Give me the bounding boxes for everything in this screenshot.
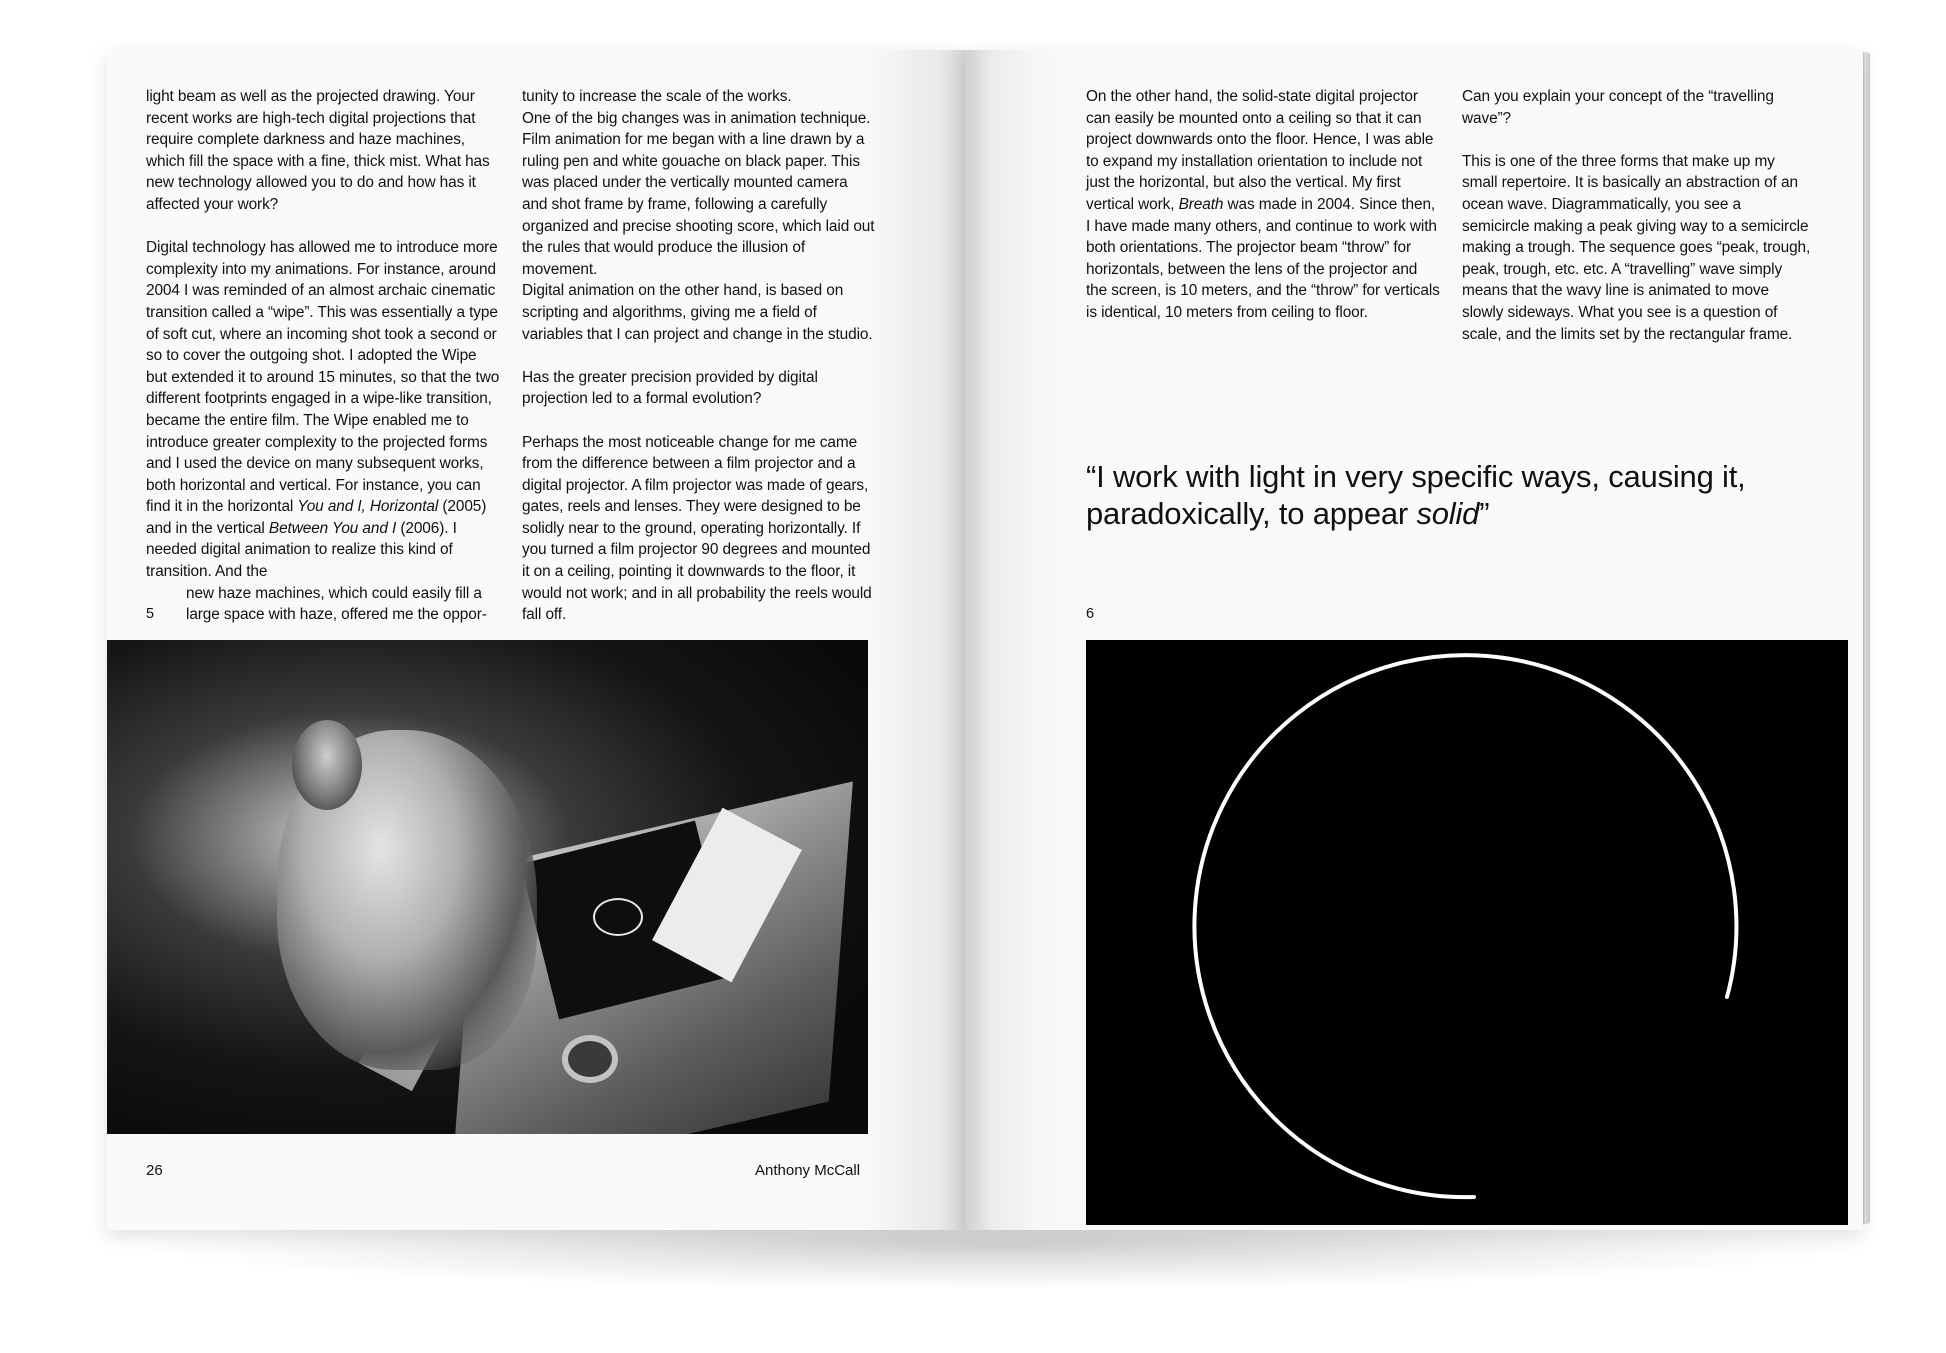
- left-column-1: [146, 86, 501, 626]
- work-title: Breath: [1178, 195, 1224, 213]
- footnote-number: 6: [1086, 606, 1095, 622]
- footnote-number: 5: [146, 606, 155, 622]
- answer-line: tunity to increase the scale of the works.: [522, 88, 792, 105]
- right-column-2: [1462, 86, 1812, 345]
- right-column-1: [1086, 86, 1441, 324]
- artist-head: [292, 720, 362, 810]
- running-footer-author: Anthony McCall: [755, 1162, 861, 1179]
- open-circle-arc: [1194, 655, 1736, 1197]
- work-title: You and I, Horizontal: [297, 498, 439, 516]
- answer-line: large space with haze, offered me the oppor-: [186, 606, 487, 624]
- tape-roll: [562, 1035, 618, 1083]
- answer-text: Digital technology has allowed me to introduce more complexity into my animations. For instance, around 2004 I was reminded of an almost archaic cinematic transition called a “wipe”. This was essentially a type of soft cut, where an incoming shot took a second or so to cover the outgoing shot. I adopted the Wipe but extended it to around 15 minutes, so that the two different footprints engaged in a wipe-like transition, became the entire film. The Wipe enabled me to introduce greater complexity to the projected forms and I used the device on many subsequent works, both horizontal and vertical. For instance, you can find it in the horizontal: [146, 239, 500, 516]
- answer-paragraph: One of the big changes was in animation technique. Film animation for me began with a line drawn by a ruling pen and white gouache on black paper. This was placed under the vertically mounted camera and shot frame by frame, following a carefully organized and precise shooting score, which laid out the rules that would produce the illusion of movement.: [522, 109, 875, 278]
- answer-line: new haze machines, which could easily fill a: [186, 584, 482, 602]
- interview-question: Can you explain your concept of the “travelling wave”?: [1462, 88, 1774, 127]
- quote-emphasis: solid: [1416, 496, 1480, 531]
- interview-question: Has the greater precision provided by digital projection led to a formal evolution?: [522, 368, 818, 408]
- quote-close: ”: [1479, 496, 1490, 531]
- answer-text: On the other hand, the solid-state digital projector can easily be mounted onto a ceiling so that it can project downwards onto the floor. Hence, I was able to expand my installation orientation to include not just the horizontal, but also the vertical. My first vertical work,: [1086, 88, 1434, 213]
- pull-quote: [1086, 458, 1846, 532]
- artwork-panel: [1086, 640, 1848, 1225]
- page-number: 26: [146, 1162, 163, 1179]
- quote-text: “I work with light in very specific ways, causing it, paradoxically, to appear: [1086, 459, 1746, 531]
- answer-paragraph: Digital animation on the other hand, is based on scripting and algorithms, giving me a field of variables that I can project and change in the studio.: [522, 282, 873, 343]
- left-column-2: [522, 86, 876, 626]
- drawn-circle: [593, 898, 643, 936]
- work-title: Between You and I: [268, 519, 397, 537]
- studio-photo: [107, 640, 868, 1134]
- answer-text: (2005) and in the vertical: [146, 498, 487, 537]
- light-circle-drawing: [1086, 640, 1848, 1225]
- interview-answer: This is one of the three forms that make up my small repertoire. It is basically an abstraction of an ocean wave. Diagrammatically, you see a semicircle making a peak giving way to a semicircle making a trough. The sequence goes “peak, trough, peak, trough, etc. etc. A “travelling” wave simply means that the wavy line is animated to move slowly sideways. What you see is a question of scale, and the limits set by the rectangular frame.: [1462, 152, 1811, 343]
- interview-question: light beam as well as the projected drawing. Your recent works are high-tech digital projections that require complete darkness and haze machines, which fill the space with a fine, thick mist. What has new technology allowed you to do and how has it affected your work?: [146, 88, 490, 213]
- answer-text: (2006). I needed digital animation to realize this kind of transition. And the: [146, 519, 457, 581]
- interview-answer: [146, 237, 501, 583]
- answer-text: was made in 2004. Since then, I have made many others, and continue to work with both orientations. The projector beam “throw” for horizontals, between the lens of the projector and the screen, is 10 meters, and the “throw” for verticals is identical, 10 meters from ceiling to floor.: [1086, 195, 1440, 321]
- interview-answer: [1086, 86, 1441, 324]
- interview-answer: Perhaps the most noticeable change for me came from the difference between a film projector and a digital projector. A film projector was made of gears, gates, reels and lenses. They were designed to be solidly near to the ground, operating horizontally. If you turned a film projector 90 degrees and mounted it on a ceiling, pointing it downwards to the floor, it would not work; and in all probability the reels would fall off.: [522, 433, 872, 624]
